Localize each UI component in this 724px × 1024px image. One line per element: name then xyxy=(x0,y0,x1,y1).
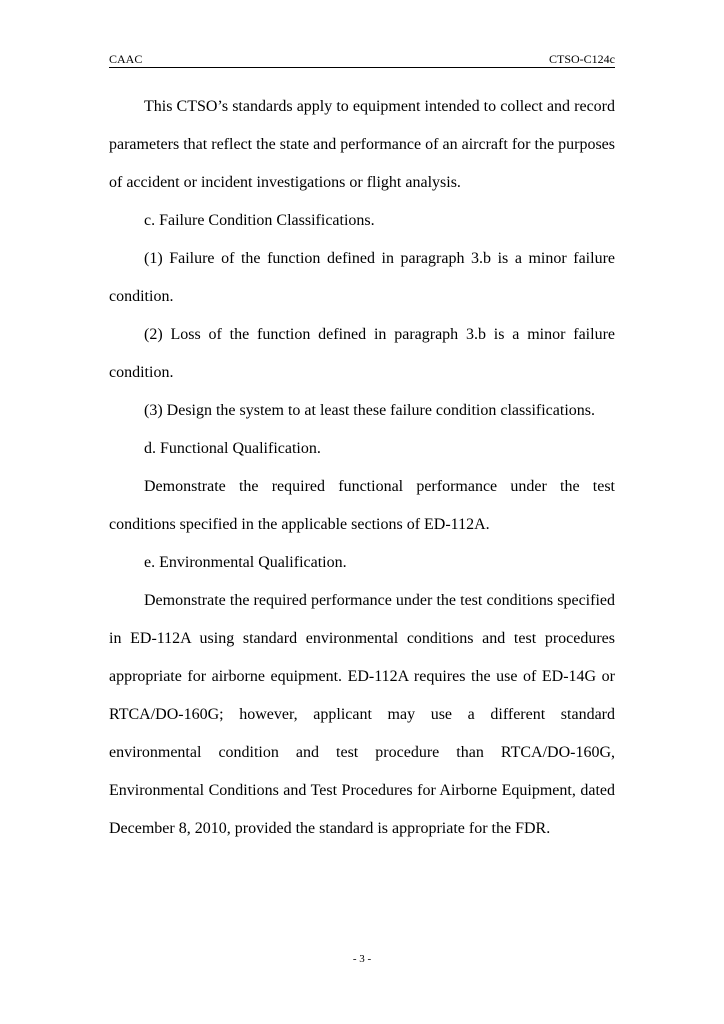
environmental-qualification-paragraph: Demonstrate the required performance under the test conditions specified in ED-112A using standard environmental conditions and test procedures appropriate for airborne equipment. ED-112A requires the use of ED-14G or RTCA/DO-160G; however, applicant may use a different standard environmental condition and test procedure than RTCA/DO-160G, Environmental Conditions and Test Procedures for Airborne Equipment, dated December 8, 2010, provided the standard is appropriate for the FDR. xyxy=(109,592,615,837)
header-org: CAAC xyxy=(109,52,143,66)
page-number: - 3 - xyxy=(352,953,372,965)
section-heading-failure-condition: c. Failure Condition Classifications. xyxy=(144,212,375,229)
section-heading-functional-qualification: d. Functional Qualification. xyxy=(144,440,321,457)
document-body xyxy=(109,88,615,848)
failure-condition-item-1: (1) Failure of the function defined in paragraph 3.b is a minor failure condition. xyxy=(109,250,615,305)
section-heading-environmental-qualification: e. Environmental Qualification. xyxy=(144,554,347,571)
page-header xyxy=(109,52,615,68)
header-doc-id: CTSO-C124c xyxy=(549,52,615,66)
functional-qualification-paragraph: Demonstrate the required functional performance under the test conditions specified in the applicable sections of ED-112A. xyxy=(109,478,615,533)
failure-condition-item-3: (3) Design the system to at least these failure condition classifications. xyxy=(144,402,595,419)
failure-condition-item-2: (2) Loss of the function defined in paragraph 3.b is a minor failure condition. xyxy=(109,326,615,381)
scope-paragraph: This CTSO’s standards apply to equipment intended to collect and record parameters that reflect the state and performance of an aircraft for the purposes of accident or incident investigations or flight analysis. xyxy=(109,98,615,191)
